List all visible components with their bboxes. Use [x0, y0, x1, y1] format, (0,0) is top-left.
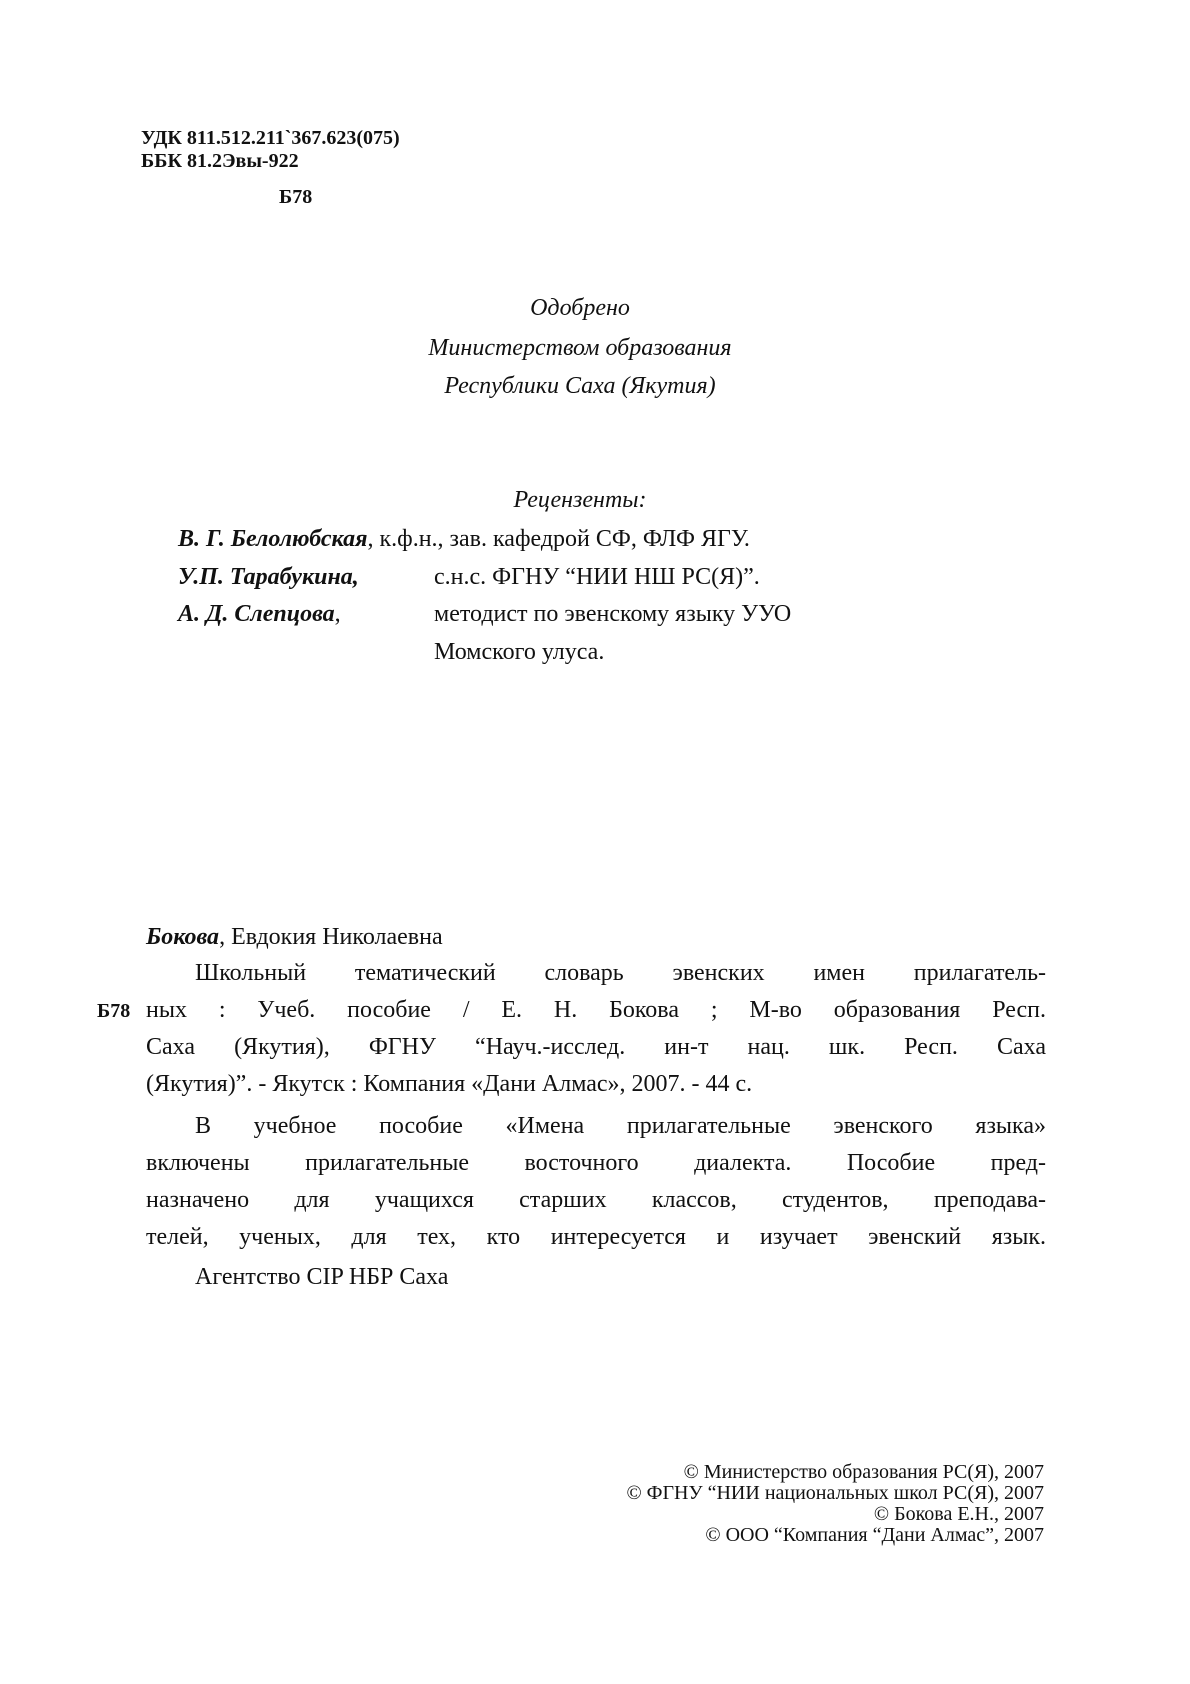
- bbk-code: ББК 81.2Эвы-922: [141, 150, 299, 172]
- author-surname: Бокова: [146, 924, 220, 950]
- udk-code: УДК 811.512.211`367.623(075): [141, 127, 400, 149]
- annotation-line: В учебное пособие «Имена прилагательные эвенского языка»: [195, 1113, 1046, 1139]
- reviewer-1: [178, 526, 750, 553]
- description-line: Саха (Якутия), ФГНУ “Науч.-исслед. ин-т нац. шк. Респ. Саха: [146, 1034, 1046, 1060]
- reviewer-3-desc-cont: Момского улуса.: [434, 639, 605, 665]
- reviewer-2-desc: с.н.с. ФГНУ “НИИ НШ РС(Я)”.: [434, 564, 760, 590]
- copyright-line: © Бокова Е.Н., 2007: [873, 1503, 1044, 1525]
- approval-line-1: Одобрено: [530, 295, 630, 321]
- reviewer-3-desc: методист по эвенскому языку УУО: [434, 601, 792, 627]
- description-line: Школьный тематический словарь эвенских имен прилагатель-: [195, 960, 1046, 986]
- approval-line-3: Республики Саха (Якутия): [444, 373, 716, 399]
- catalog-code: Б78: [97, 1000, 131, 1022]
- catalog-author: [146, 924, 443, 951]
- cip-agency: Агентство CIP НБР Саха: [195, 1264, 449, 1290]
- description-line: (Якутия)”. - Якутск : Компания «Дани Алмас», 2007. - 44 с.: [146, 1071, 753, 1097]
- copyright-line: © ФГНУ “НИИ национальных школ РС(Я), 2007: [626, 1482, 1044, 1504]
- reviewer-name: У.П. Тарабукина,: [178, 564, 359, 590]
- copyright-line: © ООО “Компания “Дани Алмас”, 2007: [705, 1524, 1044, 1546]
- reviewer-name: А. Д. Слепцова: [178, 601, 335, 627]
- reviewers-title: Рецензенты:: [513, 487, 647, 513]
- annotation-line: назначено для учащихся старших классов, студентов, преподава-: [146, 1187, 1046, 1213]
- reviewer-sep: ,: [334, 601, 341, 627]
- annotation-line: включены прилагательные восточного диалекта. Пособие пред-: [146, 1150, 1046, 1176]
- annotation-line: телей, ученых, для тех, кто интересуется и изучает эвенский язык.: [146, 1224, 1046, 1250]
- author-name: , Евдокия Николаевна: [219, 924, 443, 950]
- reviewer-3: [178, 601, 341, 628]
- copyright-line: © Министерство образования РС(Я), 2007: [683, 1461, 1044, 1483]
- reviewer-desc: к.ф.н., зав. кафедрой СФ, ФЛФ ЯГУ.: [373, 526, 750, 552]
- reviewer-2: [178, 564, 359, 591]
- reviewer-sep: ,: [367, 526, 374, 552]
- approval-line-2: Министерством образования: [428, 335, 732, 361]
- reviewer-name: В. Г. Белолюбская: [178, 526, 368, 552]
- description-line: ных : Учеб. пособие / Е. Н. Бокова ; М-во образования Респ.: [146, 997, 1046, 1023]
- author-sign-code: Б78: [279, 186, 313, 208]
